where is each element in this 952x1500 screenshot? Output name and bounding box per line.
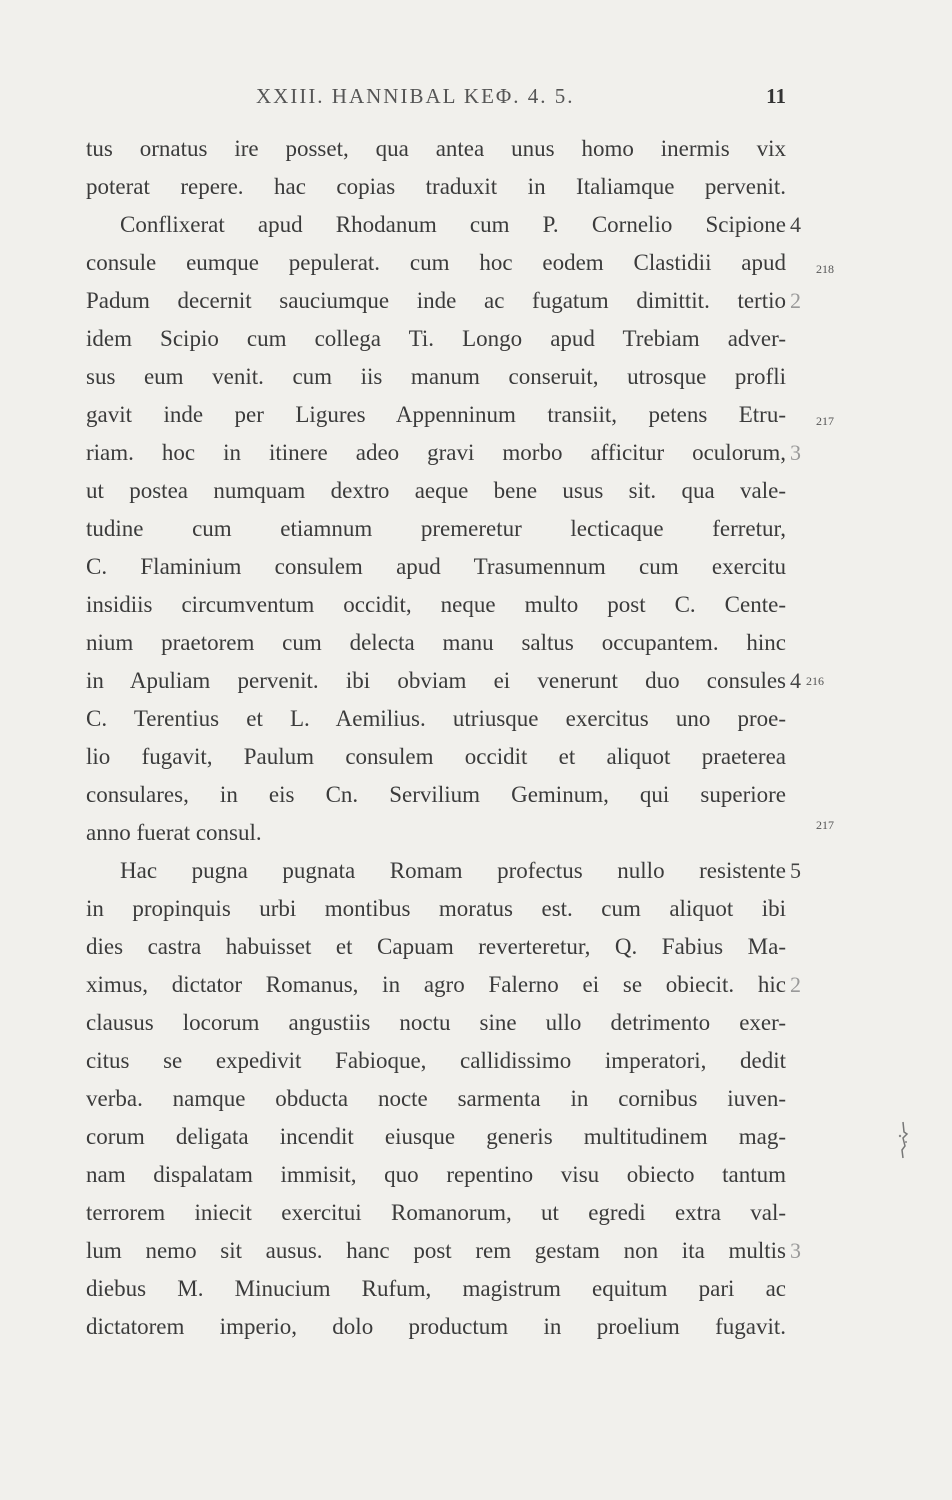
text-line: consule eumque pepulerat. cum hoc eodem Clastidii apud [86,250,786,275]
margin-section-number: 4 [790,212,801,237]
running-head [86,84,786,114]
text-line: lum nemo sit ausus. hanc post rem gestam non ita multis [86,1238,786,1263]
margin-subsection-number: 2 [790,288,801,313]
text-line: tus ornatus ire posset, qua antea unus homo inermis vix [86,136,786,161]
text-line: in Apuliam pervenit. ibi obviam ei venerunt duo consules [86,668,786,693]
text-line: Padum decernit sauciumque inde ac fugatum dimittit. tertio [86,288,786,313]
text-line: Hac pugna pugnata Romam profectus nullo resistente [120,858,786,883]
text-line: verba. namque obducta nocte sarmenta in cornibus iuven- [86,1086,786,1111]
text-line: nam dispalatam immisit, quo repentino visu obiecto tantum [86,1162,786,1187]
margin-year: 217 [816,818,834,832]
running-head-title: XXIII. HANNIBAL ΚΕΦ. 4. 5. [256,84,575,108]
text-line: lio fugavit, Paulum consulem occidit et aliquot praeterea [86,744,786,769]
text-line: dictatorem imperio, dolo productum in proelium fugavit. [86,1314,786,1339]
text-line: in propinquis urbi montibus moratus est. cum aliquot ibi [86,896,786,921]
text-line: poterat repere. hac copias traduxit in Italiamque pervenit. [86,174,786,199]
text-line: ut postea numquam dextro aeque bene usus sit. qua vale- [86,478,786,503]
text-line: nium praetorem cum delecta manu saltus occupantem. hinc [86,630,786,655]
margin-section-number: 5 [790,858,801,883]
text-line: ximus, dictator Romanus, in agro Falerno ei se obiecit. hic [86,972,786,997]
text-line: dies castra habuisset et Capuam reverteretur, Q. Fabius Ma- [86,934,786,959]
margin-year: 218 [816,262,834,276]
text-line: Conflixerat apud Rhodanum cum P. Cornelio Scipione [120,212,786,237]
margin-year: 217 [816,414,834,428]
text-line: idem Scipio cum collega Ti. Longo apud Trebiam adver- [86,326,786,351]
text-line: citus se expedivit Fabioque, callidissimo imperatori, dedit [86,1048,786,1073]
page-number: 11 [766,84,786,108]
margin-subsection-number: 2 [790,972,801,997]
text-line: tudine cum etiamnum premeretur lecticaque ferretur, [86,516,786,541]
text-line: terrorem iniecit exercitui Romanorum, ut egredi extra val- [86,1200,786,1225]
text-line: anno fuerat consul. [86,820,262,845]
margin-section-number: 4 [790,668,801,693]
text-line: riam. hoc in itinere adeo gravi morbo afficitur oculorum, [86,440,786,465]
margin-year: 216 [806,674,824,688]
text-line: sus eum venit. cum iis manum conseruit, utrosque profli [86,364,786,389]
text-line: gavit inde per Ligures Appenninum transiit, petens Etru- [86,402,786,427]
text-line: C. Flaminium consulem apud Trasumennum cum exercitu [86,554,786,579]
margin-subsection-number: 3 [790,440,801,465]
margin-subsection-number: 3 [790,1238,801,1263]
text-line: C. Terentius et L. Aemilius. utriusque exercitus uno proe- [86,706,786,731]
ink-speck [896,1120,910,1160]
text-line: corum deligata incendit eiusque generis multitudinem mag- [86,1124,786,1149]
text-line: clausus locorum angustiis noctu sine ullo detrimento exer- [86,1010,786,1035]
text-line: consulares, in eis Cn. Servilium Geminum, qui superiore [86,782,786,807]
text-line: diebus M. Minucium Rufum, magistrum equitum pari ac [86,1276,786,1301]
text-line: insidiis circumventum occidit, neque multo post C. Cente- [86,592,786,617]
